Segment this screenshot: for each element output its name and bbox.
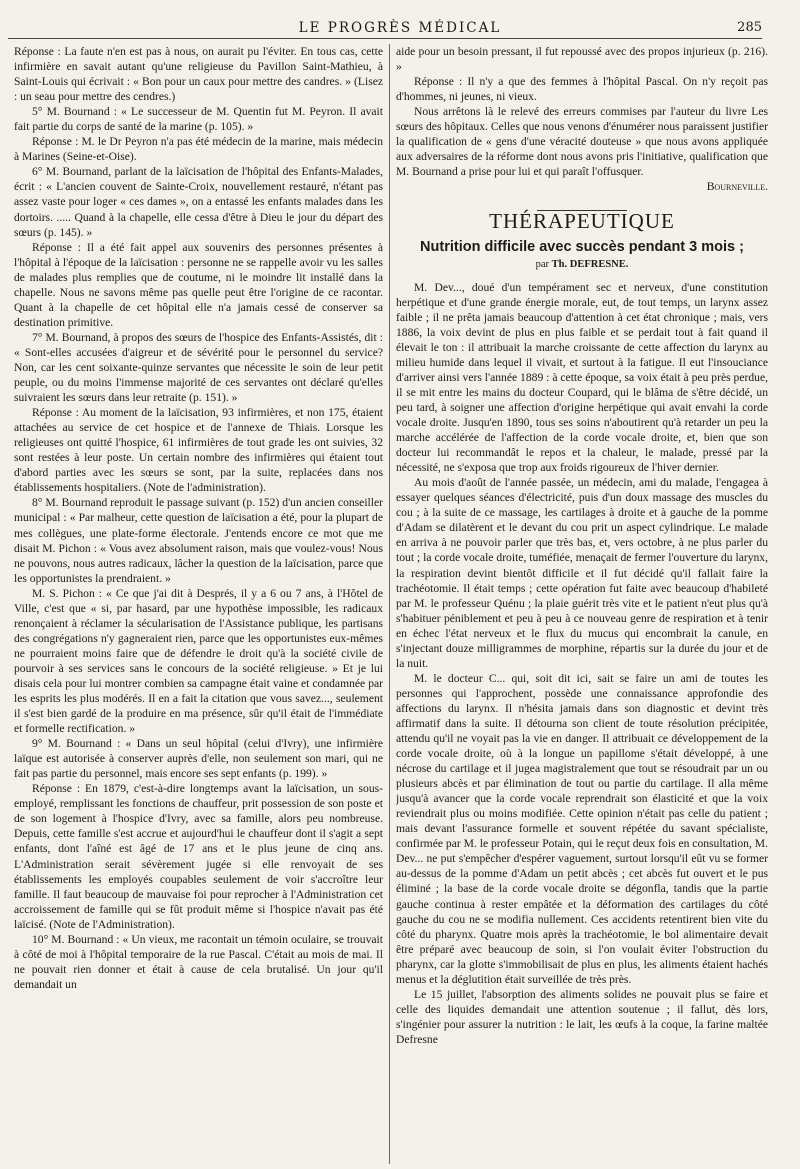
paragraph: aide pour un besoin pressant, il fut repoussé avec des propos injurieux (p. 216). » [396,45,768,74]
column-divider [389,44,390,1164]
header-rule [8,38,762,39]
signature: Bourneville. [706,180,768,194]
paragraph: 8° M. Bournand reproduit le passage suivant (p. 152) d'un ancien conseiller municipal : « Par malheur, cette question de laïcisation a été, pour la plupart de mes collègues, une plate-forme électorale. J'entends encore ce mot que me disait M. Pichon : « Vous avez absolument raison, mais que voulez-vous! Nous ne pouvons, nous autres radicaux, lâcher la question de la laïcisation, parce que les opportunistes la prendraient. » [14,496,383,585]
paragraph: Réponse : La faute n'en est pas à nous, on aurait pu l'éviter. En tous cas, cette infirmière en savait autant qu'une religieuse du Pavillon Saint-Mathieu, à Saint-Louis qui écrivait : « Bon pour un caux pour mettre des candres. » (Lisez : un seau pour mettre des cendres.) [14,45,383,104]
ornament-rule [396,202,768,208]
byline-prefix: par [535,258,550,270]
right-column [396,44,768,1164]
paragraph: 6° M. Bournand, parlant de la laïcisation de l'hôpital des Enfants-Malades, écrit : « L'ancien couvent de Sainte-Croix, nouvellement restauré, n'étant pas assez vaste pour loger « ces dames », on a entassé les enfants malades dans les dortoirs. ..... Quand à la chapelle, elle cessa d'être à Dieu le jour du départ des sœurs (p. 145). » [14,165,383,239]
article-title: Nutrition difficile avec succès pendant 3 mois ; [420,238,744,255]
byline [396,257,768,272]
paragraph: Réponse : Il n'y a que des femmes à l'hôpital Pascal. On n'y reçoit pas d'hommes, ni jeunes, ni vieux. [396,75,768,104]
page-header [0,0,800,38]
page-number: 285 [737,20,762,35]
paragraph: 10° M. Bournand : « Un vieux, me racontait un témoin oculaire, se trouvait à côté de moi à l'hôpital temporaire de la rue Pascal. C'était au mois de mai. Il ne pouvait rien donner et était à cause de cela brutalisé. Un jour qu'il demandait un [14,932,383,991]
paragraph: Réponse : Au moment de la laïcisation, 93 infirmières, et non 175, étaient attachées au service de cet hospice et de l'annexe de Thiais. Lorsque les religieuses ont quitté l'hospice, 61 infirmières de tout grade les ont suivies, 32 sont restées à leur poste. Un certain nombre des infirmières qui étaient tout d'abord parties avec les sœurs se sont, par la suite, replacées dans nos établissements hospitaliers. (Note de l'administration). [14,406,383,495]
journal-title: LE PROGRÈS MÉDICAL [298,20,502,36]
left-column [14,44,383,1164]
paragraph: 5° M. Bournand : « Le successeur de M. Quentin fut M. Peyron. Il avait fait partie du corps de santé de la marine (p. 105). » [14,105,383,134]
paragraph: Réponse : En 1879, c'est-à-dire longtemps avant la laïcisation, un sous-employé, remplissant les fonctions de chauffeur, prit possession de son poste et de son logement à l'hospice d'Ivry, avec sa famille, alors peu nombreuse. Depuis, cette famille s'est accrue et aujourd'hui le chauffeur dont il s'agit a sept enfants, dont l'aîné est âgé de 17 ans et le plus jeune de cinq ans. L'Administration serait sévèrement jugée si elle renvoyait de ses établissements les employés coupables seulement de voir s'accroître leur famille. Il faut beaucoup de mauvaise foi pour reprocher à l'Administration cet accroissement de famille qui se fût produit même si l'hospice n'avait pas été laïcisé. (Note de l'Administration). [14,782,383,931]
byline-author: Th. DEFRESNE. [551,258,629,270]
paragraph: Au mois d'août de l'année passée, un médecin, ami du malade, l'engagea à essayer quelques séances d'électricité, puis d'un doux massage des muscles du cou ; à la suite de ce massage, les cartilages à droite et à gauche de la pomme d'Adam se dilatèrent et le devant du cou prit un aspect cylindrique. Le malade en arriva à ne pouvoir parler que très bas, et, vers octobre, à ne plus parler du tout ; la corde vocale droite, tuméfiée, menaçait de fermer l'ouverture du larynx, la respiration devint bientôt difficile et il fut décidé qu'il fallait faire la trachéotomie. Il était temps ; cette opération fut faite avec beaucoup d'habileté par M. le professeur Quénu ; la plaie guérit très vite et le patient n'eut plus qu'à s'habituer péniblement et peu à peu à ce nouveau genre de respiration et à tenir en échec l'état nerveux et le flux du mucus qui encombrait la canule, en s'injectant douze milligrammes de morphine, répartis sur la durée du jour et de la nuit. [396,476,768,670]
section-title: THÉRAPEUTIQUE [489,209,675,234]
paragraph: Réponse : Il a été fait appel aux souvenirs des personnes présentes à l'hôpital à l'époque de la laïcisation : personne ne se rappelle avoir vu les salles de malades plus remplies que de coutume, ni le moindre lit installé dans la chapelle. Nous ne savons même pas quelle peut être l'origine de ce racontar. Quant à la chapelle de cet hôpital elle n'a jamais cessé de conserver sa destination primitive. [14,240,383,329]
paragraph: Le 15 juillet, l'absorption des aliments solides ne pouvait plus se faire et celle des liquides demandait une attention soutenue ; il fallut, dès lors, s'ingénier pour assurer la nutrition : le lait, les œufs à la coque, la farine maltée Defresne [396,987,768,1046]
paragraph: M. le docteur C... qui, soit dit ici, sait se faire un ami de toutes les personnes qui l'approchent, possède une connaissance approfondie des affections du larynx. Il n'hésita jamais dans son diagnostic et devint très affirmatif dans la suite. Il détourna son client de toute résolution précipitée, attendu qu'il ne voyait pas la vie en danger. Il attribuait ce développement de la corde vocale droite, où à la longue un papillome s'était développé, à une nécrose du cartilage et il jugea magistralement que tout se résoudrait par un ou plusieurs abcès et par élimination de tout ou partie du cartilage. Il alla même jusqu'à avancer que la corde vocale reprendrait son élasticité et que la voix reviendrait plus ou moins modifiée. Cette opinion n'était pas celle du patient ; mais devant l'assurance formelle et souvent répétée du savant spécialiste, confirmée par M. le professeur Potain, qui le reçut deux fois en consultation, M. Dev... ne put s'empêcher d'espérer vaguement, surtout lorsqu'il eût vu se former au-dessus de la pomme d'Adam un petit abcès ; cet abcès fut ouvert et le pus éliminé ; la base de la corde vocale droite se dégonfla, tandis que la partie gauche continua à rester empâtée et la déformation des cartilages du côté gauche du cou ne se modifia nullement. Ces accidents retentirent bien vite du côté du pharynx. Quatre mois après la trachéotomie, le bol alimentaire devait être préparé avec beaucoup de soin, si l'on voulait éviter l'obstruction du pharynx, car la glotte s'immobilisait de plus en plus, les aliments étaient hachés menus et la déglutition était surveillée de très près. [396,671,768,986]
paragraph: M. Dev..., doué d'un tempérament sec et nerveux, d'une constitution herpétique et d'une grande énergie morale, eut, de tout temps, un larynx assez faible ; il ne prêta jamais beaucoup d'attention à cet état chronique ; mais, vers 1886, la voix devint de plus en plus faible et se perdait tout à fait quand il élevait le ton : il attribuait la marche croissante de cette affection du larynx au milieu humide dans lequel il vivait, et surtout à la fatigue. Il eut l'insouciance d'arriver ainsi vers l'année 1889 : à cette époque, sa voix était à peu près perdue, il se mit entre les mains du docteur Coupard, qui le blâma de s'être décidé, un peu tard, à soigner une affection d'origine herpétique qui avait envahi la corde vocale droite. Jusqu'en 1890, tous ses soins n'aboutirent qu'à retarder un peu la marche accélérée de l'affection de la corde vocale droite, et, bien que son docteur lui recommandât le repos et la chaleur, le malade, pressé par la nécessité, ne s'exposa que trop aux froids rigoureux de l'hiver dernier. [396,280,768,475]
paragraph: 9° M. Bournand : « Dans un seul hôpital (celui d'Ivry), une infirmière laïque est autorisée à conserver auprès d'elle, non seulement son mari, qui ne fait pas partie du personnel, mais encore ses sept enfants (p. 199). » [14,737,383,781]
paragraph: Réponse : M. le Dr Peyron n'a pas été médecin de la marine, mais médecin à Marines (Seine-et-Oise). [14,135,383,164]
paragraph: M. S. Pichon : « Ce que j'ai dit à Després, il y a 6 ou 7 ans, à l'Hôtel de Ville, c'est que « si, par hasard, par une hypothèse impossible, les radicaux renonçaient à réclamer la sécularisation de l'Assistance publique, les partisans des congrégations n'y gagneraient rien, parce que les opportunistes eux-mêmes ne pourraient moins faire que de défendre le droit qu'à la société civile de pourvoir à ses services sans le concours de la société religieuse. » Et je lui disais cela pour lui montrer combien sa campagne était vaine et condamnée par les esprits les plus modérés. Il en a fait la citation que vous savez..., seulement il s'est bien gardé de la produire en ma présence, sûr qu'il était de l'immédiate et formelle rectification. » [14,586,383,736]
paragraph: 7° M. Bournand, à propos des sœurs de l'hospice des Enfants-Assistés, dit : « Sont-elles accusées d'aigreur et de sévérité pour le personnel du service? Non, car les cent soixante-quinze servantes que nécessite le soin de leur petit peuple, ou du moins l'immense majorité de ces servantes ont déclaré qu'elles suivraient les sœurs dans leur retraite (p. 151). » [14,330,383,405]
paragraph: Nous arrêtons là le relevé des erreurs commises par l'auteur du livre Les sœurs des hôpitaux. Celles que nous venons d'énumérer nous paraissent justifier la qualification de « gens d'une véracité douteuse » que nous avons appliquée aux adversaires de la réforme dont nous avons pris l'initiative, qualification que M. Bournand a prise pour lui et qui paraît l'offusquer. [396,105,768,179]
